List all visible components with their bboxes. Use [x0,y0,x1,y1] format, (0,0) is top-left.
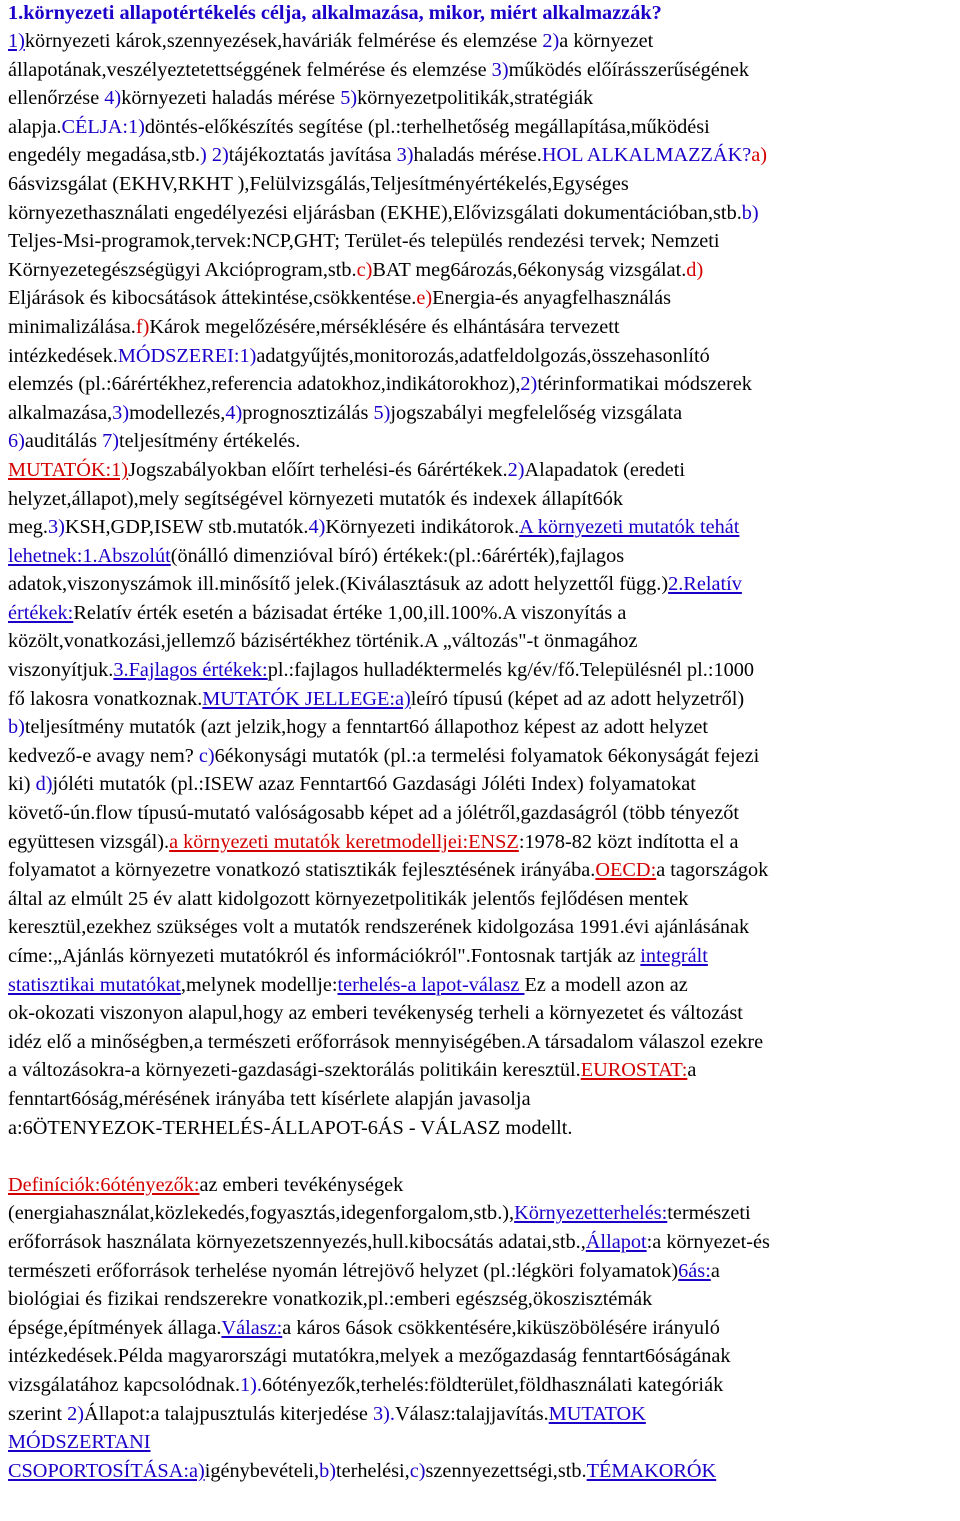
marker-text: a) [751,144,767,167]
marker-text: c) [356,258,373,281]
body-text: biológiai és fizikai rendszerekre vonatkozik,pl.:emberi egészség,ökoszisztémák [8,1288,653,1311]
body-text: ok-okozati viszonyon alapul,hogy az emberi tevékenység terheli a környezetet és változást [8,1002,743,1025]
body-text: a [687,1059,697,1082]
body-text: engedély megadása,stb. [8,144,201,167]
text-line [8,1056,952,1085]
text-line [8,799,952,828]
hyperlink[interactable]: TÉMAKORÓK [586,1459,717,1482]
body-text: meg. [8,516,48,539]
hyperlink[interactable]: Környezetterhelés: [514,1202,668,1225]
marker-text: 2) [542,30,560,52]
body-text: ellenőrzése [8,87,105,110]
text-line [8,27,952,56]
body-text: adatgyűjtés,monitorozás,adatfeldolgozás,összehasonlító [256,344,710,367]
body-text: fenntart6óság,mérésének irányába tett kísérlete alapján javasolja [8,1087,531,1110]
body-text: (önálló dimenzióval bíró) értékek:(pl.:6árérték),fajlagos [170,544,625,567]
marker-text: b) [8,716,25,739]
hyperlink[interactable]: EUROSTAT: [580,1059,688,1082]
body-text: a [710,1259,720,1282]
marker-text: 4) [104,87,122,110]
body-text: Károk megelőzésére,mérséklésére és elhántására tervezett [149,315,620,338]
text-line [8,313,952,342]
body-text: a káros 6ások csökkentésére,kiküszöbölésére irányuló [282,1316,720,1339]
body-text: jóléti mutatók (pl.:ISEW azaz Fenntart6ó Gazdasági Jóléti Index) folyamatokat [52,773,696,796]
body-text: környezethasználati engedélyezési eljárásban (EKHE),Elővizsgálati dokumentációban,stb. [8,201,742,224]
marker-text: c) [409,1459,426,1482]
marker-text: 2) [507,458,525,481]
text-line [8,1257,952,1286]
text-line [8,599,952,628]
marker-text: HOL ALKALMAZZÁK? [541,144,752,167]
body-text: a tagországok [656,859,769,882]
body-text: teljesítmény értékelés. [118,430,301,453]
body-text: fő lakosra vonatkoznak. [8,687,203,710]
body-text: közölt,vonatkozási,jellemző bázisértékhez történik.A „változás"-t önmagához [8,630,638,653]
marker-text: 2) [67,1402,85,1425]
marker-text: 2) [520,373,538,396]
body-text: pl.:fajlagos hulladéktermelés kg/év/fő.Településnél pl.:1000 [267,659,755,682]
body-text: idéz elő a minőségben,a természeti erőforrások mennyiségében.A társadalom válaszol ezekre [8,1030,764,1053]
body-text: intézkedések.Példa magyarországi mutatókra,melyek a mezőgazdaság fenntart6óságának [8,1345,731,1368]
text-line [8,1114,952,1143]
body-text: erőforrások használata környezetszennyezés,hull.kibocsátás adatai,stb., [8,1230,586,1253]
body-text: környezeti haladás mérése [121,87,341,110]
text-line [8,485,952,514]
hyperlink[interactable]: a környezeti mutatók keretmodelljei:ENSZ [169,830,519,853]
body-text: állapotának,veszélyeztetettséggének felmérése és elemzése [8,58,492,81]
text-line [8,627,952,656]
hyperlink[interactable]: 6ás: [678,1259,711,1282]
text-line [8,1342,952,1371]
body-text: Jogszabályokban előírt terhelési-és 6árértékek. [128,458,508,481]
body-text: Relatív érték esetén a bázisadat értéke 1,00,ill.100%.A viszonyítás a [73,601,627,624]
marker-text: CÉLJA:1) [61,115,145,138]
marker-text: b) [319,1459,336,1482]
marker-text: 3) [48,516,65,539]
body-text: auditálás [24,430,103,453]
body-text: helyzet,állapot),mely segítségével környezeti mutatók és indexek állapít6ók [8,487,623,510]
body-text: igénybevételi, [204,1459,320,1482]
hyperlink[interactable]: A környezeti mutatók tehát [519,516,740,539]
text-line [8,399,952,428]
body-text: a környezet [559,30,654,52]
text-line [8,1228,952,1257]
marker-text: 5) [373,401,391,424]
body-text: BAT meg6ározás,6ékonyság vizsgálat. [372,258,687,281]
text-line [8,1371,952,1400]
body-text: adatok,viszonyszámok ill.minősítő jelek.(Kiválasztásuk az adott helyzettől függ.) [8,573,669,596]
text-line [8,770,952,799]
body-text: térinformatikai módszerek [537,373,752,396]
text-line [8,1285,952,1314]
text-line [8,513,952,542]
body-text: viszonyítjuk. [8,659,114,682]
text-line [8,456,952,485]
hyperlink[interactable]: MUTATOK [548,1402,646,1425]
text-line [8,742,952,771]
text-line [8,1085,952,1114]
body-text: Válasz:talajjavítás. [394,1402,549,1425]
text-line [8,1028,952,1057]
body-text: KSH,GDP,ISEW stb.mutatók. [64,516,309,539]
marker-text: 3) [396,144,414,167]
body-text: Állapot:a talajpusztulás kiterjedése [84,1402,373,1425]
body-text: Környezetegészségügyi Akcióprogram,stb. [8,258,357,281]
body-text: Ez a modell azon az [524,973,688,996]
hyperlink[interactable]: lehetnek:1.Abszolút [8,544,171,567]
text-line [8,1171,952,1200]
body-text: Eljárások és kibocsátások áttekintése,csökkentése. [8,287,417,310]
text-line [8,999,952,1028]
hyperlink[interactable]: MUTATÓK:1) [8,458,129,481]
body-text: teljesítmény mutatók (azt jelzik,hogy a fenntart6ó állapothoz képest az adott helyzet [24,716,709,739]
hyperlink[interactable]: 1) [8,30,25,52]
marker-text: 6) [8,430,25,453]
body-text: környezetpolitikák,stratégiák [357,87,594,110]
body-text: döntés-előkészítés segítése (pl.:terhelhetőség megállapítása,működési [144,115,710,138]
body-text: keresztül,ezekhez szükséges volt a mutatók rendszerének kidolgozása 1991.évi ajánlásának [8,916,750,939]
marker-text: 7) [102,430,119,453]
hyperlink[interactable]: értékek: [8,601,74,624]
body-text: intézkedések. [8,344,118,367]
document-body [8,27,952,1485]
marker-text: d) [686,258,704,281]
hyperlink[interactable]: Definíciók:6ótényezők: [8,1173,200,1196]
hyperlink[interactable]: integrált [640,945,708,967]
marker-text: e) [416,287,433,310]
marker-text: f) [135,315,150,338]
text-line [8,885,952,914]
hyperlink[interactable]: MÓDSZERTANI [8,1431,151,1454]
body-text: követő-ún.flow típusú-mutató valóságosabb képet ad a jólétről,gazdaságról (több tényezőt [8,802,740,825]
hyperlink[interactable]: 3.Fajlagos értékek: [113,659,268,682]
hyperlink[interactable]: statisztikai mutatókat [8,973,181,996]
body-text: működés előírásszerűségének [508,58,750,81]
hyperlink[interactable]: 2.Relatív [668,573,742,596]
body-text: természeti [667,1202,751,1225]
text-line [8,656,952,685]
body-text: prognosztizálás [242,401,374,424]
marker-text: c) [198,744,215,767]
text-line [8,542,952,571]
marker-text: d) [35,773,53,796]
body-text: természeti erőforrások terhelése nyomán létrejövő helyzet (pl.:légköri folyamatok) [8,1259,679,1282]
page-title: 1.környezeti allapotértékelés célja, alkalmazása, mikor, miért alkalmazzák? [8,2,662,24]
body-text: ki) [8,773,36,796]
body-text: az emberi tevékénységek [199,1173,404,1196]
body-text: leíró típusú (képet ad az adott helyzetről) [410,687,745,710]
marker-text: ) 2) [200,144,229,167]
marker-text: 4) [225,401,243,424]
body-text: 6ótényezők,terhelés:földterület,földhasználati kategóriák [262,1373,724,1396]
text-line [8,199,952,228]
body-text: jogszabályi megfelelőség vizsgálata [390,401,683,424]
body-text: folyamatot a környezetre vonatkozó statisztikák fejlesztésének irányába. [8,859,596,882]
body-text: elemzés (pl.:6árértékhez,referencia adatokhoz,indikátorokhoz), [8,373,521,396]
text-line [8,828,952,857]
marker-text: 3) [491,58,509,81]
text-line [8,1199,952,1228]
text-line [8,1428,952,1457]
body-text: ,melynek modellje: [180,973,338,996]
marker-text: 5) [340,87,358,110]
body-text: vizsgálatához kapcsolódnak. [8,1373,241,1396]
marker-text: 4) [308,516,326,539]
marker-text: MÓDSZEREI:1) [117,344,257,367]
text-line [8,1457,952,1486]
hyperlink[interactable]: Válasz: [221,1316,283,1339]
text-line [8,913,952,942]
body-text: :1978-82 közt indította el a [518,830,739,853]
hyperlink[interactable]: MUTATÓK JELLEGE:a) [202,687,411,710]
text-line [8,56,952,85]
text-line [8,713,952,742]
body-text: :a környezet-és [646,1230,770,1253]
body-text: Energia-és anyagfelhasználás [432,287,672,310]
body-text: (energiahasználat,közlekedés,fogyasztás,idegenforgalom,stb.), [8,1202,515,1225]
text-line [8,256,952,285]
text-line [8,113,952,142]
body-text: 6ásvizsgálat (EKHV,RKHT ),Felülvizsgálás,Teljesítményértékelés,Egységes [8,172,629,195]
body-text: szennyezettségi,stb. [425,1459,587,1482]
body-text: Teljes-Msi-programok,tervek:NCP,GHT; Terület-és település rendezési tervek; Nemzeti [8,230,720,253]
body-text: alkalmazása, [8,401,113,424]
body-text: tájékoztatás javítása [228,144,397,167]
text-line [8,685,952,714]
body-text: környezeti károk,szennyezések,haváriák felmérése és elemzése [24,30,543,52]
text-line [8,570,952,599]
hyperlink[interactable]: terhelés-a lapot-válasz [337,973,525,996]
body-text: terhelési, [335,1459,410,1482]
text-line [8,427,952,456]
text-line [8,856,952,885]
text-line [8,84,952,113]
body-text: Környezeti indikátorok. [325,516,520,539]
text-line [8,370,952,399]
body-text: a változásokra-a környezeti-gazdasági-szektorálás politikáin keresztül. [8,1059,581,1082]
body-text: együttesen vizsgál). [8,830,170,853]
text-line [8,942,952,971]
text-line [8,227,952,256]
text-line [8,342,952,371]
blank-line [8,1142,952,1171]
text-line [8,141,952,170]
body-text: kedvező-e avagy nem? [8,744,199,767]
hyperlink[interactable]: Állapot [585,1230,647,1253]
marker-text: b) [741,201,759,224]
text-line [8,284,952,313]
body-text: alapja. [8,115,62,138]
body-text: a:6ÖTENYEZOK-TERHELÉS-ÁLLAPOT-6ÁS - VÁLASZ modellt. [8,1116,573,1139]
body-text: Alapadatok (eredeti [524,458,686,481]
body-text: haladás mérése. [413,144,542,167]
body-text: modellezés, [129,401,226,424]
body-text: címe:„Ajánlás környezeti mutatókról és információkról".Fontosnak tartják az [8,945,641,967]
text-line [8,1314,952,1343]
text-line [8,1400,952,1429]
hyperlink[interactable]: CSOPORTOSÍTÁSA:a) [8,1459,205,1482]
marker-text: 3). [372,1402,395,1425]
text-line [8,971,952,1000]
body-text: minimalizálása. [8,315,136,338]
body-text: szerint [8,1402,68,1425]
body-text: által az elmúlt 25 év alatt kidolgozott környezetpolitikák jelentős fejlődésen mentek [8,887,689,910]
marker-text: 3) [112,401,130,424]
text-line [8,170,952,199]
hyperlink[interactable]: OECD: [595,859,657,882]
body-text: épsége,építmények állaga. [8,1316,222,1339]
body-text: 6ékonysági mutatók (pl.:a termelési folyamatok 6ékonyságát fejezi [214,744,760,767]
marker-text: 1). [240,1373,262,1396]
